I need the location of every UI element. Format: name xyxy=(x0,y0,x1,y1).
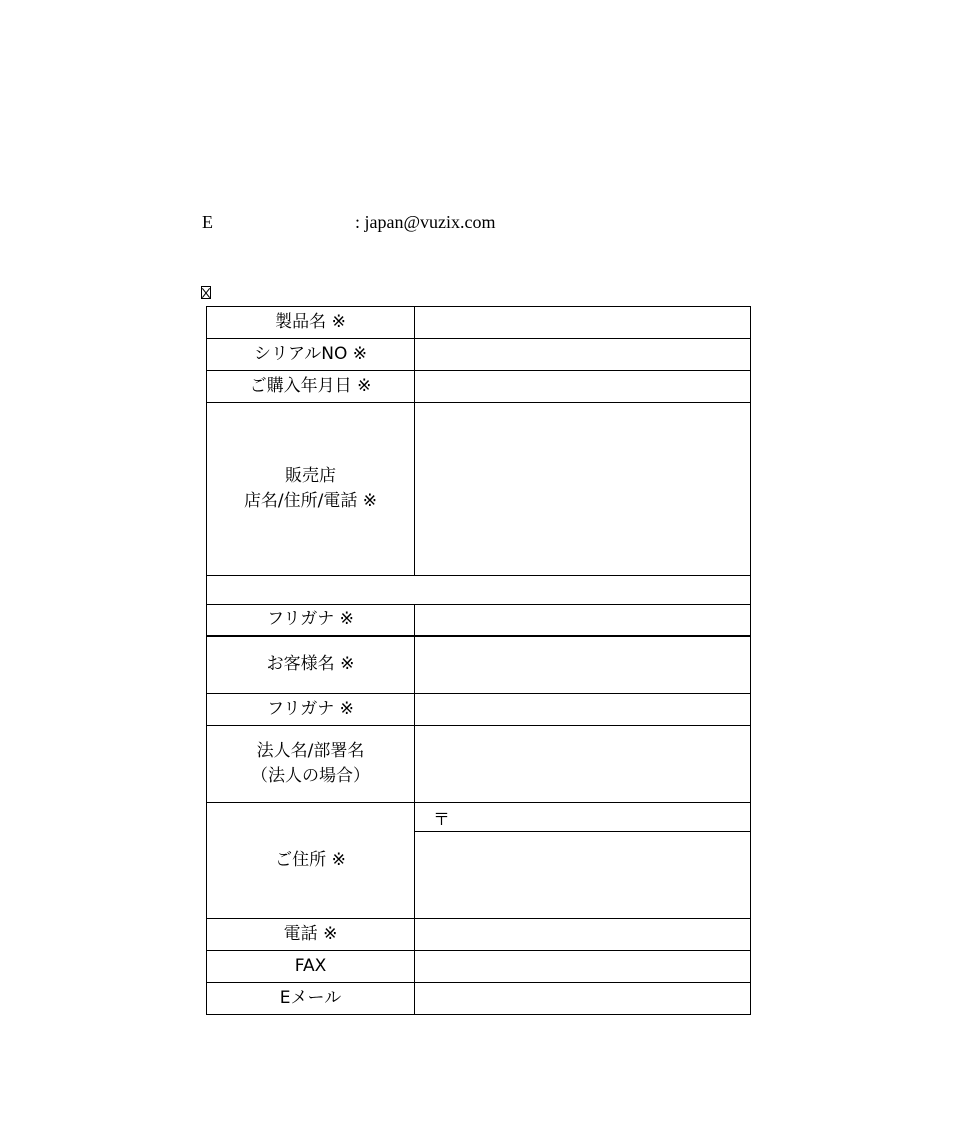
fax-label: FAX xyxy=(207,951,415,983)
purchase-date-label: ご購入年月日 ※ xyxy=(207,371,415,403)
row-shop xyxy=(207,403,751,576)
row-email xyxy=(207,983,751,1015)
row-spacer xyxy=(207,576,751,605)
furigana-field-2[interactable] xyxy=(415,694,751,726)
serial-no-field[interactable] xyxy=(415,339,751,371)
product-name-field[interactable] xyxy=(415,307,751,339)
email-field[interactable] xyxy=(415,983,751,1015)
shop-label xyxy=(207,403,415,576)
row-company xyxy=(207,726,751,803)
company-field[interactable] xyxy=(415,726,751,803)
furigana-label-1: フリガナ ※ xyxy=(207,605,415,636)
customer-name-field[interactable] xyxy=(415,636,751,694)
row-phone xyxy=(207,919,751,951)
furigana-field-1[interactable] xyxy=(415,605,751,636)
phone-field[interactable] xyxy=(415,919,751,951)
serial-no-label: シリアルNO ※ xyxy=(207,339,415,371)
company-label-line2: （法人の場合） xyxy=(251,766,370,786)
phone-label: 電話 ※ xyxy=(207,919,415,951)
company-label-line1: 法人名/部署名 xyxy=(256,741,365,761)
fax-field[interactable] xyxy=(415,951,751,983)
address-field[interactable] xyxy=(415,832,751,919)
customer-name-label: お客様名 ※ xyxy=(207,636,415,694)
shop-label-line1: 販売店 xyxy=(285,466,336,486)
spacer-cell xyxy=(207,576,751,605)
row-furigana-1 xyxy=(207,605,751,636)
row-serial-no xyxy=(207,339,751,371)
row-customer-name xyxy=(207,636,751,694)
product-name-label: 製品名 ※ xyxy=(207,307,415,339)
shop-label-line2: 店名/住所/電話 ※ xyxy=(243,491,378,511)
postal-mark-icon: 〒 xyxy=(433,809,450,830)
company-label xyxy=(207,726,415,803)
address-label: ご住所 ※ xyxy=(207,803,415,919)
row-product-name xyxy=(207,307,751,339)
purchase-date-field[interactable] xyxy=(415,371,751,403)
contact-email-line xyxy=(202,212,702,236)
row-furigana-2 xyxy=(207,694,751,726)
email-prefix: E xyxy=(202,212,213,232)
email-label: Eメール xyxy=(207,983,415,1015)
shop-field[interactable] xyxy=(415,403,751,576)
row-address-postal xyxy=(207,803,751,832)
registration-form-table xyxy=(206,306,751,1015)
contact-email-address[interactable]: : japan@vuzix.com xyxy=(355,212,496,232)
row-purchase-date xyxy=(207,371,751,403)
furigana-label-2: フリガナ ※ xyxy=(207,694,415,726)
postal-code-field[interactable] xyxy=(415,803,751,832)
row-fax xyxy=(207,951,751,983)
missing-glyph-icon xyxy=(201,286,211,299)
